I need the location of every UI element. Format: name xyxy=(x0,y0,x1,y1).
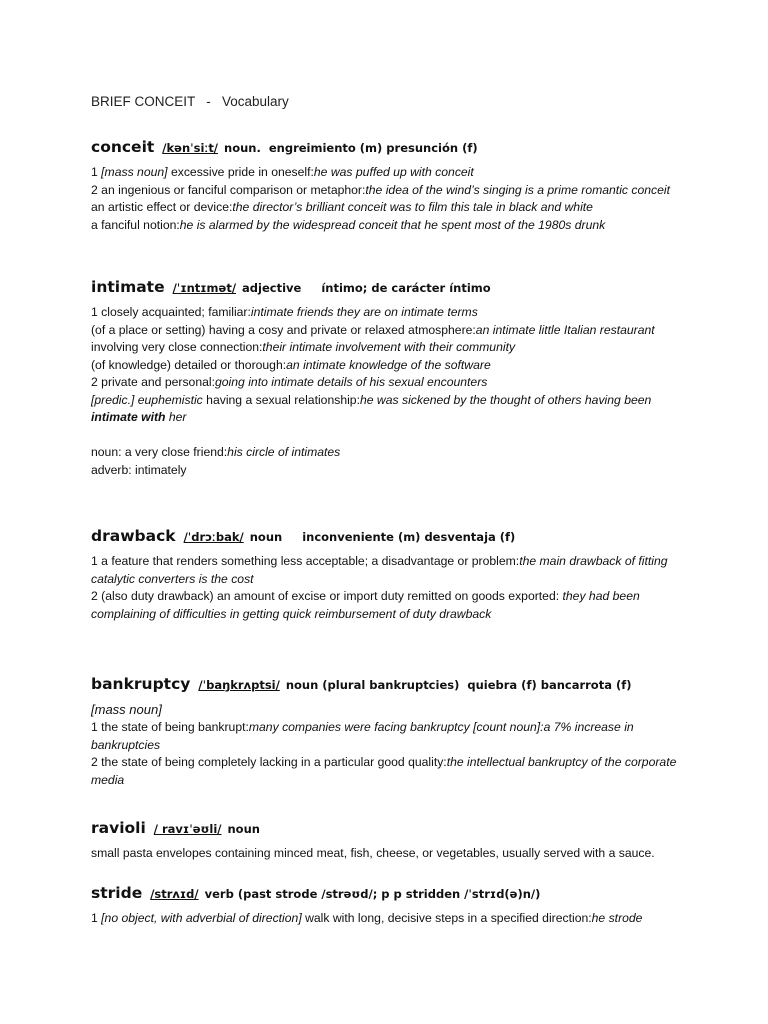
example-text: the main drawback of fitting catalytic converters is the cost xyxy=(91,554,668,586)
example-text: the idea of the wind’s singing is a prime romantic conceit xyxy=(365,182,670,197)
definition-text: a fanciful notion: xyxy=(91,217,180,232)
headword: ravioli xyxy=(91,819,146,837)
spacer xyxy=(91,427,691,445)
headword-line xyxy=(91,136,691,158)
definition-line xyxy=(91,588,691,623)
definition-line xyxy=(91,339,691,357)
grammar-tag: [no object, with adverbial of direction] xyxy=(101,911,302,925)
pronunciation: /ˈɪntɪmət/ xyxy=(172,281,237,295)
sense-number: 1 xyxy=(91,911,102,925)
entry-stride xyxy=(91,882,691,928)
definition-line xyxy=(91,182,691,200)
headword-line xyxy=(91,882,691,904)
definition-text: (of knowledge) detailed or thorough: xyxy=(91,357,287,372)
example-text: many companies were facing bankruptcy [count noun]:a 7% increase in bankruptcies xyxy=(91,720,634,752)
example-text: he was sickened by the thought of others having been xyxy=(359,392,652,407)
example-text: he was puffed up with conceit xyxy=(313,165,474,179)
entry-conceit xyxy=(91,136,691,234)
pronunciation: /ˈdrɔːbak/ xyxy=(183,530,244,544)
definition-text: 2 an ingenious or fanciful comparison or metaphor: xyxy=(91,182,366,197)
headword: stride xyxy=(91,884,143,902)
definition-line xyxy=(91,444,691,462)
definition-text: involving very close connection: xyxy=(91,340,263,354)
grammar-tag: [mass noun] xyxy=(91,702,162,717)
definition-line xyxy=(91,357,691,375)
definition-line xyxy=(91,845,691,863)
definition-line xyxy=(91,217,691,235)
definition-text: having a sexual relationship: xyxy=(202,392,360,407)
definition-text: 2 the state of being completely lacking in a particular good quality: xyxy=(91,755,447,769)
definitions xyxy=(91,845,691,863)
grammar-tag: [predic.] euphemistic xyxy=(91,392,203,407)
definition-line xyxy=(91,553,691,588)
definition-text: 1 a feature that renders something less acceptable; a disadvantage or problem: xyxy=(91,554,520,568)
headword: drawback xyxy=(91,527,176,545)
headword-line xyxy=(91,276,691,298)
pronunciation: / ravɪˈəʊli/ xyxy=(153,822,222,836)
example-text: an intimate little Italian restaurant xyxy=(475,322,655,337)
grammar-tag: [mass noun] xyxy=(101,165,168,179)
definition-line xyxy=(91,374,691,392)
headword: conceit xyxy=(91,138,155,156)
definition-line xyxy=(91,462,691,480)
definition-text: (of a place or setting) having a cosy and private or relaxed atmosphere: xyxy=(91,322,476,337)
definition-line xyxy=(91,304,691,322)
sense-number: 1 xyxy=(91,165,102,179)
definition-line xyxy=(91,199,691,217)
definition-text: adverb: intimately xyxy=(91,462,187,477)
example-highlight: intimate with xyxy=(91,410,166,424)
headword-line xyxy=(91,525,691,547)
example-text: her xyxy=(165,410,187,424)
definitions xyxy=(91,553,691,623)
entry-ravioli xyxy=(91,817,691,863)
headword-line xyxy=(91,817,691,839)
definition-line xyxy=(91,322,691,340)
example-text: they had been complaining of difficulties in getting quick reimbursement of duty drawback xyxy=(91,589,640,621)
part-of-speech: noun xyxy=(227,822,260,836)
definition-text: 2 private and personal: xyxy=(91,375,215,389)
entry-bankruptcy xyxy=(91,673,691,789)
part-of-speech: verb (past strode /strəʊd/; p p stridden /ˈstrɪd(ə)n/) xyxy=(204,887,541,901)
example-text: he is alarmed by the widespread conceit that he spent most of the 1980s drunk xyxy=(179,217,606,232)
headword: intimate xyxy=(91,278,165,296)
definition-text: walk with long, decisive steps in a specified direction: xyxy=(301,911,592,925)
definition-line xyxy=(91,754,691,789)
part-of-speech: noun (plural bankruptcies) xyxy=(285,678,460,692)
pronunciation: /kənˈsiːt/ xyxy=(162,141,219,155)
translation: inconveniente (m) desventaja (f) xyxy=(302,530,516,544)
definition-text: 1 the state of being bankrupt: xyxy=(91,720,249,734)
headword: bankruptcy xyxy=(91,675,191,693)
headword-line xyxy=(91,673,691,695)
example-text: the director’s brilliant conceit was to film this tale in black and white xyxy=(232,200,593,214)
example-text: their intimate involvement with their community xyxy=(262,340,516,354)
definitions xyxy=(91,164,691,234)
example-text: the intellectual bankruptcy of the corporate media xyxy=(91,755,677,787)
definition-line xyxy=(91,392,691,427)
definition-text: 2 (also duty drawback) an amount of excise or import duty remitted on goods exported: xyxy=(91,589,563,603)
part-of-speech: noun xyxy=(249,530,283,544)
pronunciation: /strʌɪd/ xyxy=(150,887,199,901)
example-text: going into intimate details of his sexual encounters xyxy=(215,375,488,389)
example-text: intimate friends they are on intimate terms xyxy=(250,305,478,319)
part-of-speech: adjective xyxy=(242,281,302,295)
definition-text: noun: a very close friend: xyxy=(91,445,228,459)
definition-text: an artistic effect or device: xyxy=(91,200,233,214)
definition-text: small pasta envelopes containing minced meat, fish, cheese, or vegetables, usually served with a sauce. xyxy=(91,846,655,860)
translation: quiebra (f) bancarrota (f) xyxy=(467,678,632,692)
example-text: his circle of intimates xyxy=(227,445,341,459)
document-title: BRIEF CONCEIT - Vocabulary xyxy=(91,94,289,109)
definition-text: 1 closely acquainted; familiar: xyxy=(91,305,251,319)
definitions xyxy=(91,910,691,928)
example-text: an intimate knowledge of the software xyxy=(286,357,491,372)
definition-text: excessive pride in oneself: xyxy=(167,165,314,179)
definition-line xyxy=(91,719,691,754)
translation: íntimo; de carácter íntimo xyxy=(321,281,491,295)
definitions xyxy=(91,701,691,789)
part-of-speech: noun. xyxy=(224,141,261,155)
definition-line xyxy=(91,910,691,928)
example-text: he strode xyxy=(591,911,643,925)
definition-line xyxy=(91,164,691,182)
translation: engreimiento (m) presunción (f) xyxy=(268,141,478,155)
entry-drawback xyxy=(91,525,691,623)
definitions xyxy=(91,304,691,479)
pronunciation: /ˈbaŋkrʌptsi/ xyxy=(198,678,280,692)
entry-intimate xyxy=(91,276,691,479)
